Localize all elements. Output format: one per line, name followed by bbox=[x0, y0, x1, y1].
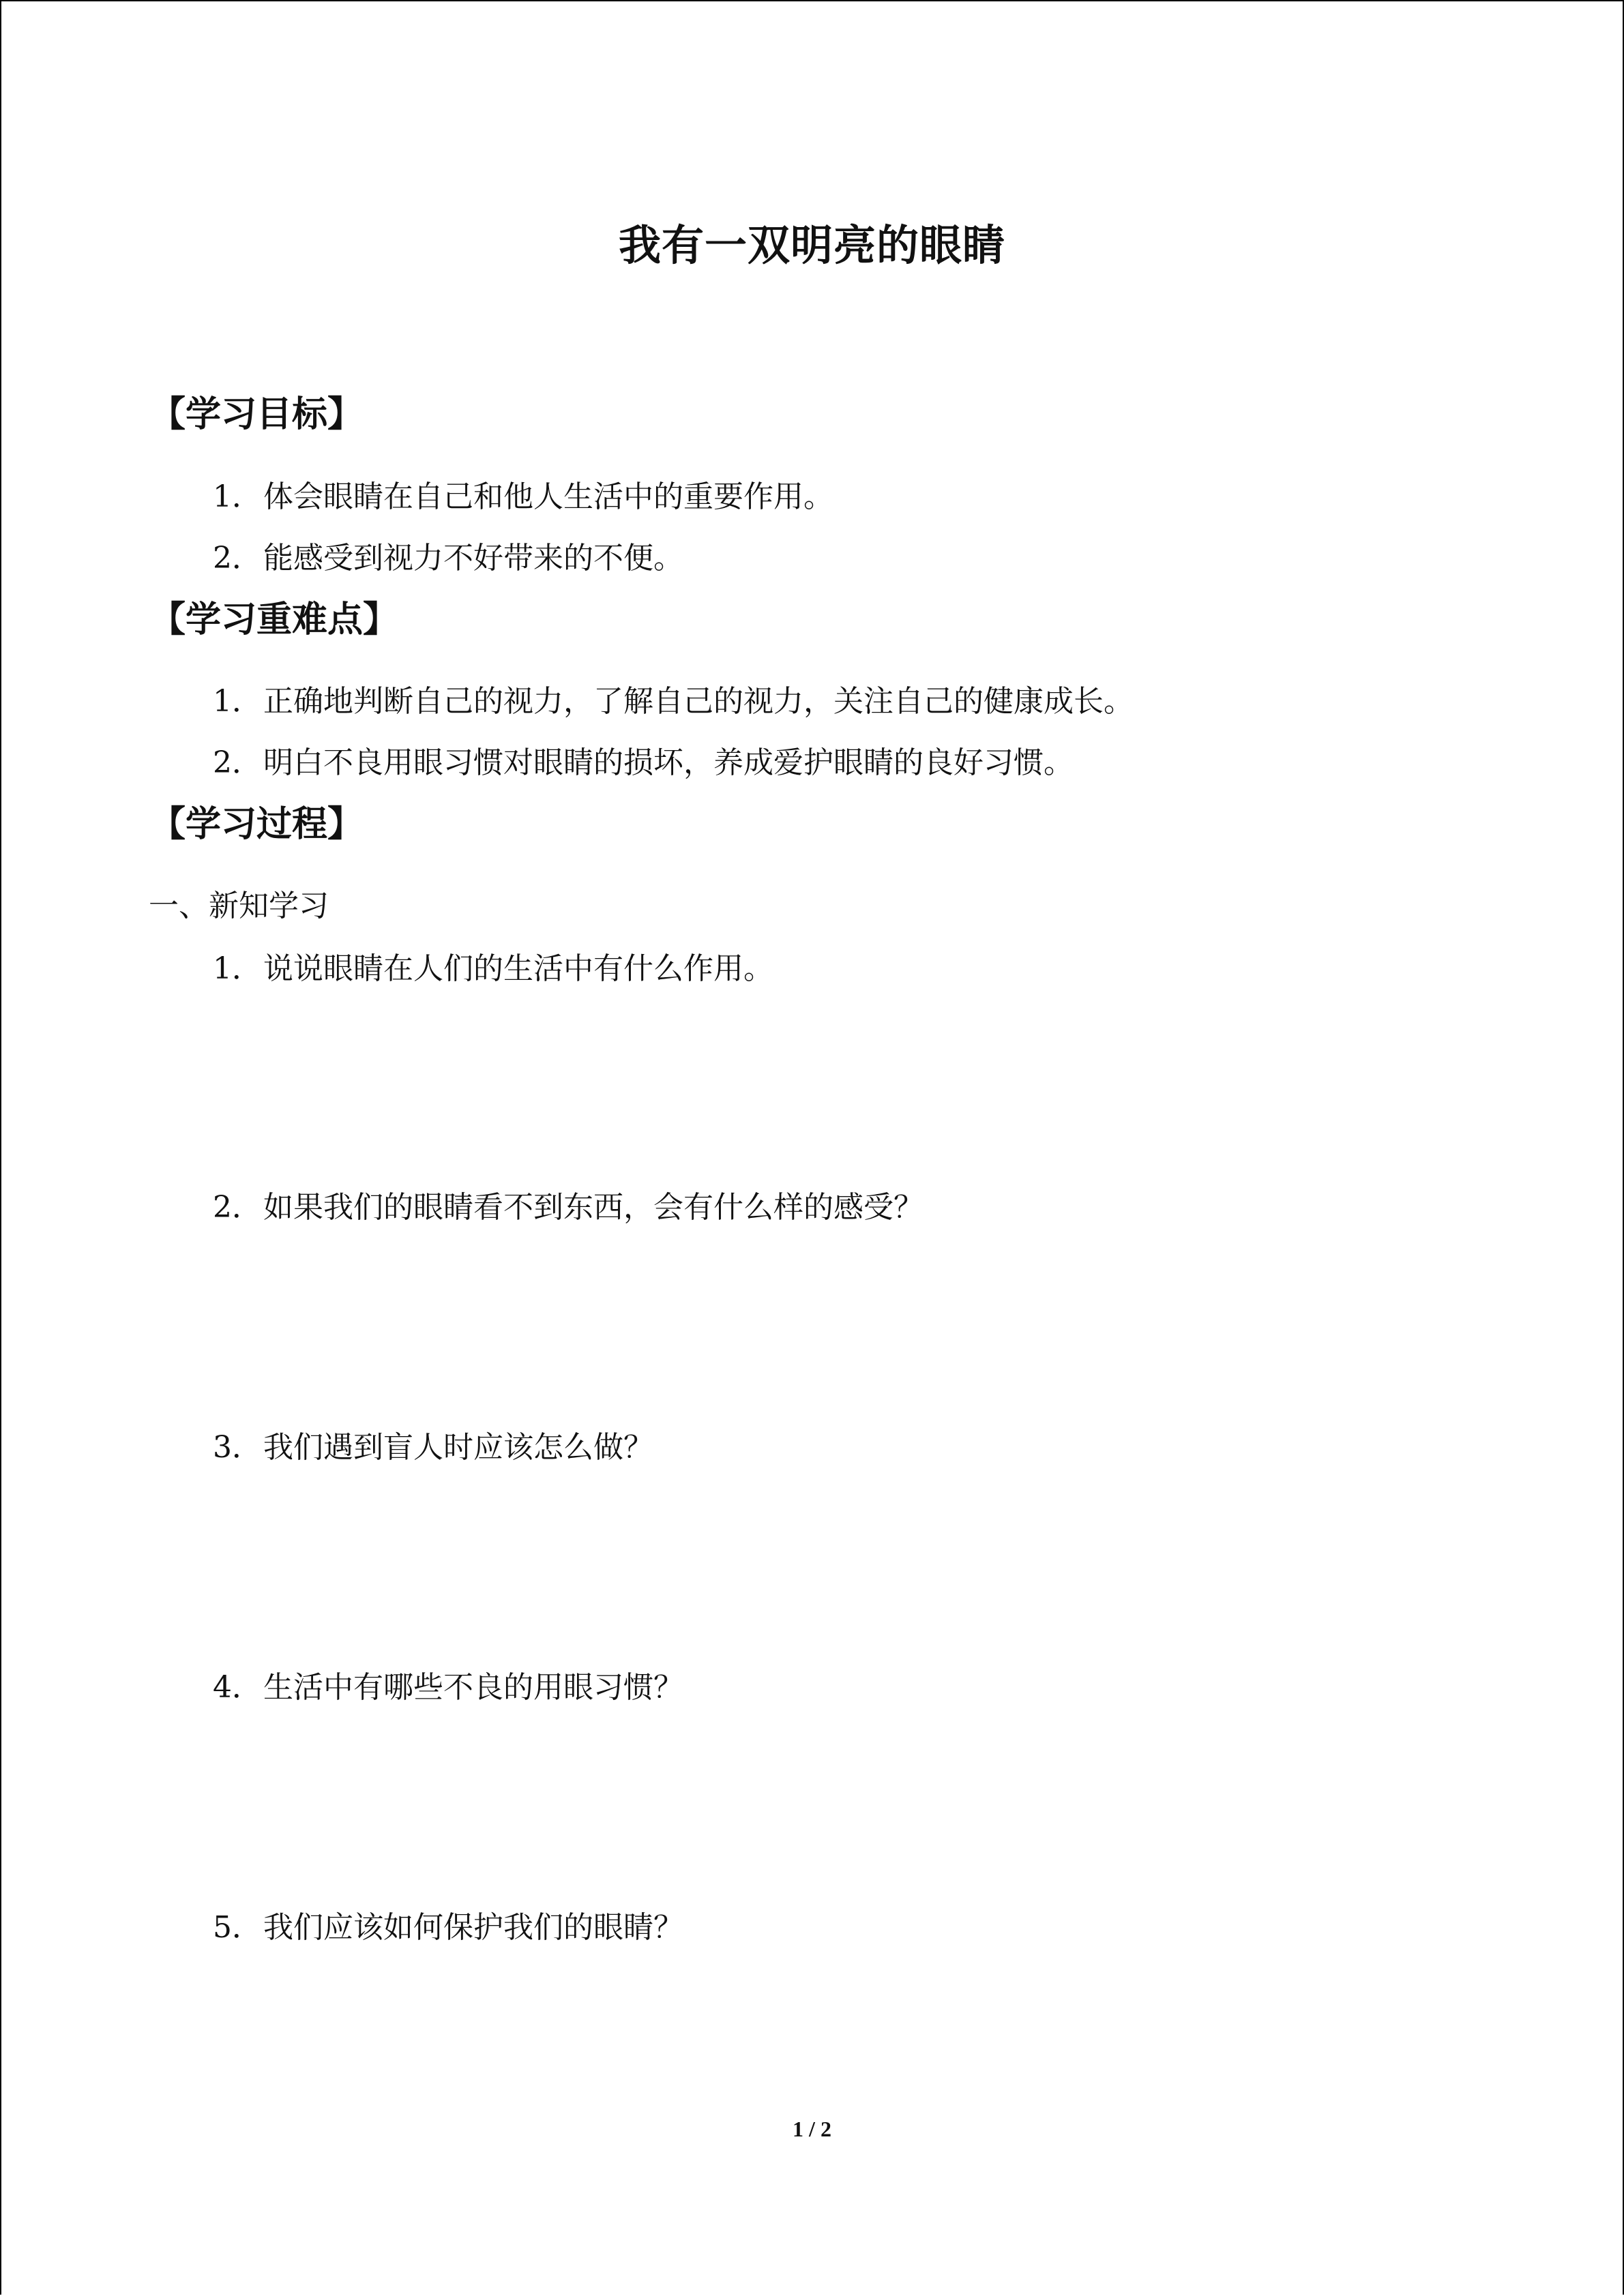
page-title: 我有一双明亮的眼睛 bbox=[618, 220, 1005, 270]
page-number: 1 / 2 bbox=[793, 2117, 831, 2141]
question-item-5 bbox=[213, 1903, 683, 1946]
section-heading-objectives: 【学习目标】 bbox=[150, 394, 364, 435]
question-item-1 bbox=[213, 944, 773, 987]
item-number: 2． bbox=[213, 1190, 262, 1225]
question-item-4 bbox=[213, 1663, 683, 1706]
item-text: 如果我们的眼睛看不到东西，会有什么样的感受？ bbox=[263, 1190, 924, 1225]
objective-item-1 bbox=[213, 472, 833, 516]
section-heading-key-points: 【学习重难点】 bbox=[150, 599, 399, 640]
item-number: 2． bbox=[213, 745, 262, 780]
section-heading-process: 【学习过程】 bbox=[150, 804, 364, 845]
item-text: 明白不良用眼习惯对眼睛的损坏，养成爱护眼睛的良好习惯。 bbox=[263, 745, 1074, 780]
question-item-2 bbox=[213, 1182, 924, 1226]
item-text: 能感受到视力不好带来的不便。 bbox=[263, 541, 683, 576]
item-number: 1． bbox=[213, 684, 262, 719]
item-text: 我们遇到盲人时应该怎么做？ bbox=[263, 1430, 653, 1465]
item-text: 我们应该如何保护我们的眼睛？ bbox=[263, 1910, 683, 1945]
item-number: 5． bbox=[213, 1910, 262, 1945]
item-number: 2． bbox=[213, 541, 262, 576]
item-text: 说说眼睛在人们的生活中有什么作用。 bbox=[263, 951, 773, 986]
key-point-item-2 bbox=[213, 738, 1074, 781]
item-number: 4． bbox=[213, 1670, 262, 1705]
item-text: 正确地判断自己的视力，了解自己的视力，关注自己的健康成长。 bbox=[263, 684, 1134, 719]
item-text: 体会眼睛在自己和他人生活中的重要作用。 bbox=[263, 479, 833, 514]
item-text: 生活中有哪些不良的用眼习惯？ bbox=[263, 1670, 683, 1705]
question-item-3 bbox=[213, 1422, 653, 1466]
objective-item-2 bbox=[213, 533, 683, 577]
key-point-item-1 bbox=[213, 676, 1134, 720]
subheading-new-knowledge: 一、新知学习 bbox=[149, 889, 329, 923]
item-number: 1． bbox=[213, 951, 262, 986]
item-number: 1． bbox=[213, 479, 262, 514]
item-number: 3． bbox=[213, 1430, 262, 1465]
